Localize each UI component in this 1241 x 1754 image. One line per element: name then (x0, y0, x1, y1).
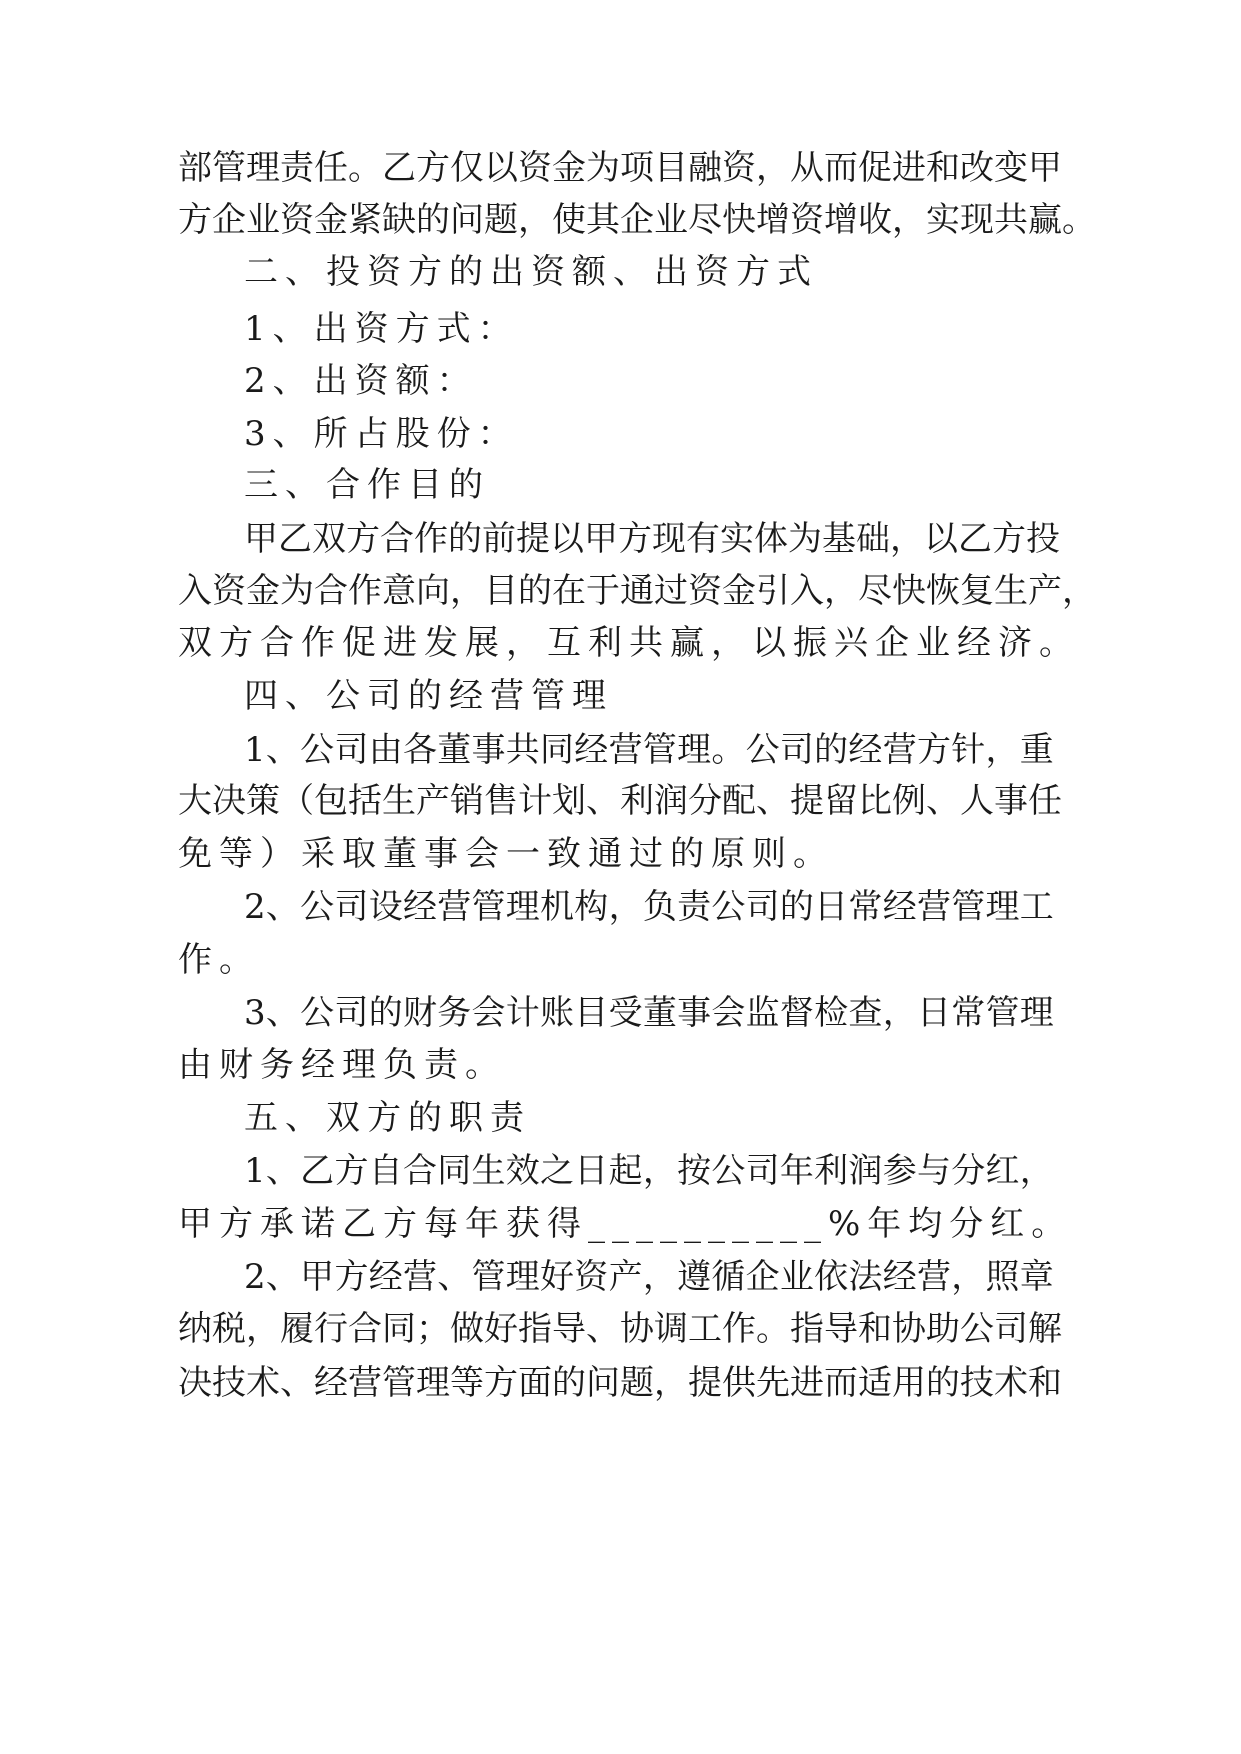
text-line-13: 大 决 策 （ 包 括 生 产 销 售 计 划 、 利 润 分 配 、 提 留 比 例 、 人 事 任 (178, 781, 1062, 821)
text-line-2: 方 企 业 资 金 紧 缺 的 问 题 ， 使 其 企 业 尽 快 增 资 增 收 ， 实 现 共 赢 。 (178, 200, 1096, 240)
text-line-10: 双方合作促进发展，互利共赢，以振兴企业经济。 (178, 623, 1080, 663)
text-line-15: 2 、 公 司 设 经 营 管 理 机 构 ， 负 责 公 司 的 日 常 经 营 管 理 工 (244, 887, 1054, 927)
section-heading-3: 三、合作目的 (244, 465, 490, 505)
text-line-8: 甲 乙 双 方 合 作 的 前 提 以 甲 方 现 有 实 体 为 基 础 ， 以 乙 方 投 (244, 519, 1060, 559)
text-line-23: 纳 税 ， 履 行 合 同 ； 做 好 指 导 、 协 调 工 作 。 指 导 和 协 助 公 司 解 (178, 1309, 1062, 1349)
text-line-4: 1、出资方式： (244, 309, 519, 349)
text-line-20: 1 、 乙 方 自 合 同 生 效 之 日 起 ， 按 公 司 年 利 润 参 与 分 红 ， (244, 1151, 1054, 1191)
section-heading-2: 二、投资方的出资额、出资方式 (244, 252, 818, 292)
text-line-6: 3、所占股份： (244, 414, 519, 454)
text-line-16: 作。 (178, 940, 260, 980)
text-line-21: 甲方承诺乙方每年获得__________%年均分红。 (178, 1204, 1073, 1244)
text-line-22: 2 、 甲 方 经 营 、 管 理 好 资 产 ， 遵 循 企 业 依 法 经 营 ， 照 章 (244, 1257, 1054, 1297)
section-heading-4: 四、公司的经营管理 (244, 676, 613, 716)
text-line-24: 决 技 术 、 经 营 管 理 等 方 面 的 问 题 ， 提 供 先 进 而 适 用 的 技 术 和 (178, 1363, 1062, 1403)
text-line-1: 部 管 理 责 任 。 乙 方 仅 以 资 金 为 项 目 融 资 ， 从 而 促 进 和 改 变 甲 (178, 148, 1062, 188)
section-heading-5: 五、双方的职责 (244, 1098, 531, 1138)
text-line-17: 3 、 公 司 的 财 务 会 计 账 目 受 董 事 会 监 督 检 查 ， 日 常 管 理 (244, 993, 1054, 1033)
text-line-9: 入 资 金 为 合 作 意 向 ， 目 的 在 于 通 过 资 金 引 入 ， 尽 快 恢 复 生 产 ， (178, 571, 1096, 611)
text-line-18: 由财务经理负责。 (178, 1045, 506, 1085)
text-line-14: 免等）采取董事会一致通过的原则。 (178, 834, 834, 874)
text-line-12: 1 、 公 司 由 各 董 事 共 同 经 营 管 理 。 公 司 的 经 营 方 针 ， 重 (244, 730, 1054, 770)
text-line-5: 2、出资额： (244, 361, 478, 401)
